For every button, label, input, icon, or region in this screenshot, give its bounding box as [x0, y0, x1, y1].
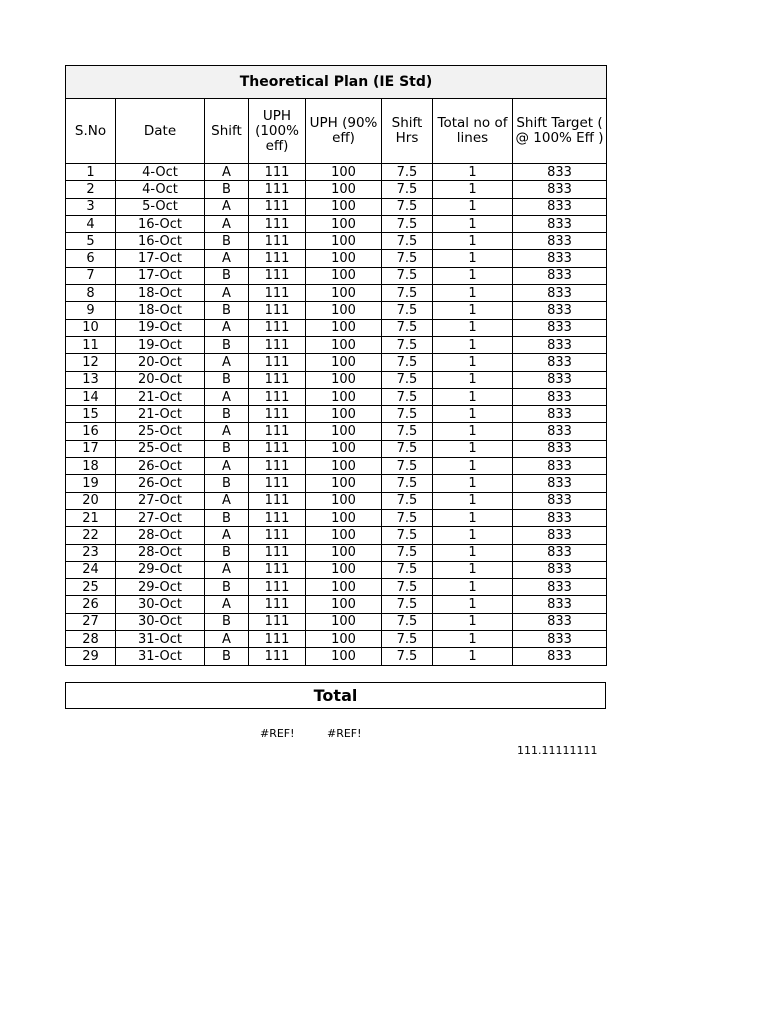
cell-shift: A	[205, 561, 249, 578]
cell-date: 18-Oct	[116, 302, 205, 319]
cell-shift: B	[205, 371, 249, 388]
cell-date: 20-Oct	[116, 371, 205, 388]
cell-uph-90: 100	[306, 561, 382, 578]
cell-shift-hrs: 7.5	[382, 561, 433, 578]
cell-sno: 10	[66, 319, 116, 336]
cell-uph-100: 111	[249, 302, 306, 319]
cell-shift: A	[205, 354, 249, 371]
total-label: Total	[65, 682, 606, 709]
table-row	[66, 544, 607, 561]
cell-uph-100: 111	[249, 561, 306, 578]
cell-sno: 3	[66, 198, 116, 215]
cell-uph-90: 100	[306, 336, 382, 353]
cell-uph-90: 100	[306, 371, 382, 388]
cell-shift-target: 833	[513, 648, 607, 665]
cell-shift-target: 833	[513, 354, 607, 371]
cell-shift-hrs: 7.5	[382, 475, 433, 492]
cell-shift: B	[205, 475, 249, 492]
cell-date: 4-Oct	[116, 181, 205, 198]
cell-shift-target: 833	[513, 561, 607, 578]
cell-date: 5-Oct	[116, 198, 205, 215]
cell-uph-100: 111	[249, 285, 306, 302]
cell-shift: B	[205, 440, 249, 457]
cell-shift-hrs: 7.5	[382, 267, 433, 284]
cell-uph-100: 111	[249, 215, 306, 232]
cell-shift-target: 833	[513, 440, 607, 457]
cell-sno: 22	[66, 527, 116, 544]
cell-uph-100: 111	[249, 648, 306, 665]
cell-date: 19-Oct	[116, 336, 205, 353]
cell-date: 17-Oct	[116, 250, 205, 267]
cell-uph-100: 111	[249, 181, 306, 198]
cell-total-lines: 1	[433, 406, 513, 423]
cell-total-lines: 1	[433, 631, 513, 648]
cell-uph-100: 111	[249, 250, 306, 267]
table-row	[66, 631, 607, 648]
cell-shift-hrs: 7.5	[382, 354, 433, 371]
computed-value: 111.11111111	[517, 744, 598, 757]
cell-uph-100: 111	[249, 233, 306, 250]
cell-sno: 5	[66, 233, 116, 250]
cell-sno: 7	[66, 267, 116, 284]
cell-shift: B	[205, 302, 249, 319]
cell-shift-target: 833	[513, 250, 607, 267]
cell-shift-target: 833	[513, 423, 607, 440]
cell-date: 30-Oct	[116, 613, 205, 630]
cell-shift-target: 833	[513, 371, 607, 388]
cell-shift: B	[205, 181, 249, 198]
cell-total-lines: 1	[433, 285, 513, 302]
cell-shift-target: 833	[513, 613, 607, 630]
cell-shift-target: 833	[513, 388, 607, 405]
table-row	[66, 354, 607, 371]
cell-sno: 8	[66, 285, 116, 302]
cell-shift-target: 833	[513, 215, 607, 232]
cell-total-lines: 1	[433, 509, 513, 526]
cell-uph-100: 111	[249, 509, 306, 526]
cell-shift-hrs: 7.5	[382, 285, 433, 302]
table-row	[66, 215, 607, 232]
cell-sno: 16	[66, 423, 116, 440]
cell-total-lines: 1	[433, 371, 513, 388]
cell-shift-hrs: 7.5	[382, 648, 433, 665]
table-row	[66, 198, 607, 215]
cell-uph-90: 100	[306, 267, 382, 284]
cell-total-lines: 1	[433, 492, 513, 509]
table-row	[66, 233, 607, 250]
cell-date: 29-Oct	[116, 561, 205, 578]
cell-date: 26-Oct	[116, 475, 205, 492]
cell-uph-100: 111	[249, 354, 306, 371]
cell-shift: A	[205, 319, 249, 336]
table-title: Theoretical Plan (IE Std)	[66, 66, 607, 99]
cell-uph-100: 111	[249, 475, 306, 492]
cell-uph-100: 111	[249, 371, 306, 388]
cell-shift-target: 833	[513, 406, 607, 423]
cell-shift: B	[205, 509, 249, 526]
cell-shift: B	[205, 336, 249, 353]
cell-total-lines: 1	[433, 250, 513, 267]
cell-total-lines: 1	[433, 613, 513, 630]
table-row	[66, 181, 607, 198]
cell-uph-90: 100	[306, 406, 382, 423]
cell-shift-hrs: 7.5	[382, 596, 433, 613]
cell-total-lines: 1	[433, 336, 513, 353]
cell-uph-90: 100	[306, 250, 382, 267]
cell-shift: A	[205, 596, 249, 613]
cell-sno: 28	[66, 631, 116, 648]
cell-shift-target: 833	[513, 475, 607, 492]
cell-sno: 23	[66, 544, 116, 561]
table-row	[66, 596, 607, 613]
cell-shift-target: 833	[513, 336, 607, 353]
cell-date: 16-Oct	[116, 233, 205, 250]
cell-total-lines: 1	[433, 596, 513, 613]
cell-shift-target: 833	[513, 458, 607, 475]
table-row	[66, 388, 607, 405]
cell-shift-target: 833	[513, 267, 607, 284]
cell-shift-hrs: 7.5	[382, 509, 433, 526]
cell-shift-target: 833	[513, 233, 607, 250]
cell-date: 16-Oct	[116, 215, 205, 232]
cell-shift-target: 833	[513, 579, 607, 596]
table-row	[66, 458, 607, 475]
ref-error-2: #REF!	[327, 727, 362, 740]
cell-uph-100: 111	[249, 319, 306, 336]
cell-uph-90: 100	[306, 596, 382, 613]
col-header-uph-90: UPH (90% eff)	[306, 99, 382, 164]
cell-total-lines: 1	[433, 233, 513, 250]
cell-shift-hrs: 7.5	[382, 613, 433, 630]
cell-date: 25-Oct	[116, 440, 205, 457]
cell-uph-90: 100	[306, 458, 382, 475]
cell-total-lines: 1	[433, 648, 513, 665]
cell-uph-100: 111	[249, 423, 306, 440]
cell-uph-90: 100	[306, 354, 382, 371]
cell-uph-90: 100	[306, 509, 382, 526]
cell-uph-90: 100	[306, 475, 382, 492]
cell-total-lines: 1	[433, 579, 513, 596]
cell-date: 27-Oct	[116, 492, 205, 509]
cell-total-lines: 1	[433, 215, 513, 232]
cell-uph-90: 100	[306, 613, 382, 630]
cell-date: 31-Oct	[116, 631, 205, 648]
cell-total-lines: 1	[433, 302, 513, 319]
cell-sno: 15	[66, 406, 116, 423]
cell-date: 31-Oct	[116, 648, 205, 665]
cell-total-lines: 1	[433, 440, 513, 457]
cell-uph-90: 100	[306, 181, 382, 198]
cell-shift: A	[205, 164, 249, 181]
cell-uph-100: 111	[249, 492, 306, 509]
cell-date: 29-Oct	[116, 579, 205, 596]
cell-date: 26-Oct	[116, 458, 205, 475]
cell-uph-90: 100	[306, 648, 382, 665]
cell-uph-90: 100	[306, 164, 382, 181]
ref-error-1: #REF!	[260, 727, 295, 740]
cell-shift-hrs: 7.5	[382, 198, 433, 215]
cell-sno: 19	[66, 475, 116, 492]
cell-shift-hrs: 7.5	[382, 423, 433, 440]
cell-uph-90: 100	[306, 215, 382, 232]
table-row	[66, 613, 607, 630]
cell-date: 21-Oct	[116, 406, 205, 423]
cell-uph-100: 111	[249, 198, 306, 215]
cell-uph-100: 111	[249, 613, 306, 630]
cell-shift: B	[205, 544, 249, 561]
col-header-shift-hrs: Shift Hrs	[382, 99, 433, 164]
cell-uph-100: 111	[249, 527, 306, 544]
cell-total-lines: 1	[433, 319, 513, 336]
cell-date: 28-Oct	[116, 544, 205, 561]
cell-shift-target: 833	[513, 319, 607, 336]
cell-shift-hrs: 7.5	[382, 406, 433, 423]
cell-shift-hrs: 7.5	[382, 492, 433, 509]
cell-date: 18-Oct	[116, 285, 205, 302]
cell-total-lines: 1	[433, 198, 513, 215]
cell-date: 28-Oct	[116, 527, 205, 544]
cell-shift: A	[205, 388, 249, 405]
cell-shift: B	[205, 406, 249, 423]
table-row	[66, 579, 607, 596]
cell-shift-hrs: 7.5	[382, 527, 433, 544]
col-header-shift: Shift	[205, 99, 249, 164]
table-row	[66, 164, 607, 181]
cell-date: 21-Oct	[116, 388, 205, 405]
cell-shift-hrs: 7.5	[382, 302, 433, 319]
cell-total-lines: 1	[433, 527, 513, 544]
cell-shift-hrs: 7.5	[382, 579, 433, 596]
cell-shift: A	[205, 250, 249, 267]
col-header-sno: S.No	[66, 99, 116, 164]
cell-uph-100: 111	[249, 579, 306, 596]
cell-uph-90: 100	[306, 492, 382, 509]
cell-shift: A	[205, 198, 249, 215]
cell-shift-hrs: 7.5	[382, 250, 433, 267]
cell-total-lines: 1	[433, 458, 513, 475]
cell-uph-100: 111	[249, 631, 306, 648]
cell-total-lines: 1	[433, 388, 513, 405]
cell-shift: B	[205, 613, 249, 630]
col-header-uph-100: UPH (100% eff)	[249, 99, 306, 164]
cell-sno: 1	[66, 164, 116, 181]
cell-total-lines: 1	[433, 164, 513, 181]
cell-uph-100: 111	[249, 267, 306, 284]
cell-shift-target: 833	[513, 492, 607, 509]
cell-total-lines: 1	[433, 544, 513, 561]
cell-uph-90: 100	[306, 319, 382, 336]
table-row	[66, 302, 607, 319]
cell-total-lines: 1	[433, 423, 513, 440]
cell-total-lines: 1	[433, 181, 513, 198]
cell-uph-100: 111	[249, 544, 306, 561]
cell-uph-100: 111	[249, 596, 306, 613]
cell-uph-90: 100	[306, 198, 382, 215]
cell-shift: A	[205, 631, 249, 648]
cell-sno: 27	[66, 613, 116, 630]
cell-sno: 20	[66, 492, 116, 509]
cell-shift: A	[205, 458, 249, 475]
cell-uph-90: 100	[306, 631, 382, 648]
cell-date: 17-Oct	[116, 267, 205, 284]
cell-shift-target: 833	[513, 164, 607, 181]
cell-uph-90: 100	[306, 544, 382, 561]
cell-total-lines: 1	[433, 475, 513, 492]
col-header-date: Date	[116, 99, 205, 164]
cell-shift: A	[205, 215, 249, 232]
cell-shift-hrs: 7.5	[382, 181, 433, 198]
cell-sno: 11	[66, 336, 116, 353]
table-row	[66, 371, 607, 388]
cell-shift: B	[205, 579, 249, 596]
table-row	[66, 423, 607, 440]
cell-shift-hrs: 7.5	[382, 631, 433, 648]
cell-uph-100: 111	[249, 458, 306, 475]
cell-uph-100: 111	[249, 440, 306, 457]
cell-sno: 25	[66, 579, 116, 596]
cell-shift-hrs: 7.5	[382, 458, 433, 475]
cell-shift-target: 833	[513, 181, 607, 198]
cell-date: 20-Oct	[116, 354, 205, 371]
table-row	[66, 267, 607, 284]
cell-shift-hrs: 7.5	[382, 164, 433, 181]
table-row	[66, 336, 607, 353]
table-row	[66, 440, 607, 457]
table-row	[66, 319, 607, 336]
cell-shift-hrs: 7.5	[382, 440, 433, 457]
col-header-total-lines: Total no of lines	[433, 99, 513, 164]
table-row	[66, 285, 607, 302]
cell-uph-100: 111	[249, 406, 306, 423]
cell-uph-90: 100	[306, 440, 382, 457]
table-row	[66, 492, 607, 509]
cell-uph-90: 100	[306, 423, 382, 440]
cell-shift-hrs: 7.5	[382, 388, 433, 405]
cell-shift-target: 833	[513, 596, 607, 613]
cell-shift-hrs: 7.5	[382, 544, 433, 561]
cell-sno: 21	[66, 509, 116, 526]
cell-total-lines: 1	[433, 561, 513, 578]
cell-uph-90: 100	[306, 233, 382, 250]
cell-shift: A	[205, 527, 249, 544]
table-row	[66, 250, 607, 267]
cell-shift: A	[205, 285, 249, 302]
cell-shift: B	[205, 648, 249, 665]
cell-shift-hrs: 7.5	[382, 233, 433, 250]
cell-uph-100: 111	[249, 336, 306, 353]
table-row	[66, 561, 607, 578]
cell-shift-hrs: 7.5	[382, 319, 433, 336]
cell-shift: B	[205, 267, 249, 284]
cell-shift-target: 833	[513, 302, 607, 319]
cell-uph-100: 111	[249, 164, 306, 181]
table-row	[66, 509, 607, 526]
cell-uph-100: 111	[249, 388, 306, 405]
cell-uph-90: 100	[306, 388, 382, 405]
cell-sno: 9	[66, 302, 116, 319]
table-row	[66, 527, 607, 544]
cell-date: 30-Oct	[116, 596, 205, 613]
cell-date: 19-Oct	[116, 319, 205, 336]
cell-sno: 29	[66, 648, 116, 665]
cell-shift-hrs: 7.5	[382, 371, 433, 388]
cell-shift-target: 833	[513, 198, 607, 215]
cell-date: 4-Oct	[116, 164, 205, 181]
col-header-shift-target: Shift Target ( @ 100% Eff )	[513, 99, 607, 164]
cell-shift: B	[205, 233, 249, 250]
cell-shift-target: 833	[513, 285, 607, 302]
cell-shift-target: 833	[513, 527, 607, 544]
cell-total-lines: 1	[433, 354, 513, 371]
cell-date: 27-Oct	[116, 509, 205, 526]
table-row	[66, 648, 607, 665]
header-row	[66, 99, 607, 164]
cell-shift-hrs: 7.5	[382, 336, 433, 353]
cell-shift-target: 833	[513, 509, 607, 526]
cell-uph-90: 100	[306, 302, 382, 319]
cell-shift-target: 833	[513, 544, 607, 561]
cell-sno: 6	[66, 250, 116, 267]
cell-uph-90: 100	[306, 579, 382, 596]
cell-sno: 18	[66, 458, 116, 475]
cell-uph-90: 100	[306, 527, 382, 544]
table-row	[66, 406, 607, 423]
cell-sno: 12	[66, 354, 116, 371]
cell-sno: 26	[66, 596, 116, 613]
cell-date: 25-Oct	[116, 423, 205, 440]
cell-sno: 4	[66, 215, 116, 232]
cell-sno: 14	[66, 388, 116, 405]
cell-sno: 2	[66, 181, 116, 198]
cell-sno: 17	[66, 440, 116, 457]
cell-shift: A	[205, 492, 249, 509]
cell-sno: 24	[66, 561, 116, 578]
cell-total-lines: 1	[433, 267, 513, 284]
plan-table	[65, 65, 607, 666]
cell-shift-hrs: 7.5	[382, 215, 433, 232]
cell-shift-target: 833	[513, 631, 607, 648]
table-row	[66, 475, 607, 492]
cell-uph-90: 100	[306, 285, 382, 302]
cell-sno: 13	[66, 371, 116, 388]
cell-shift: A	[205, 423, 249, 440]
